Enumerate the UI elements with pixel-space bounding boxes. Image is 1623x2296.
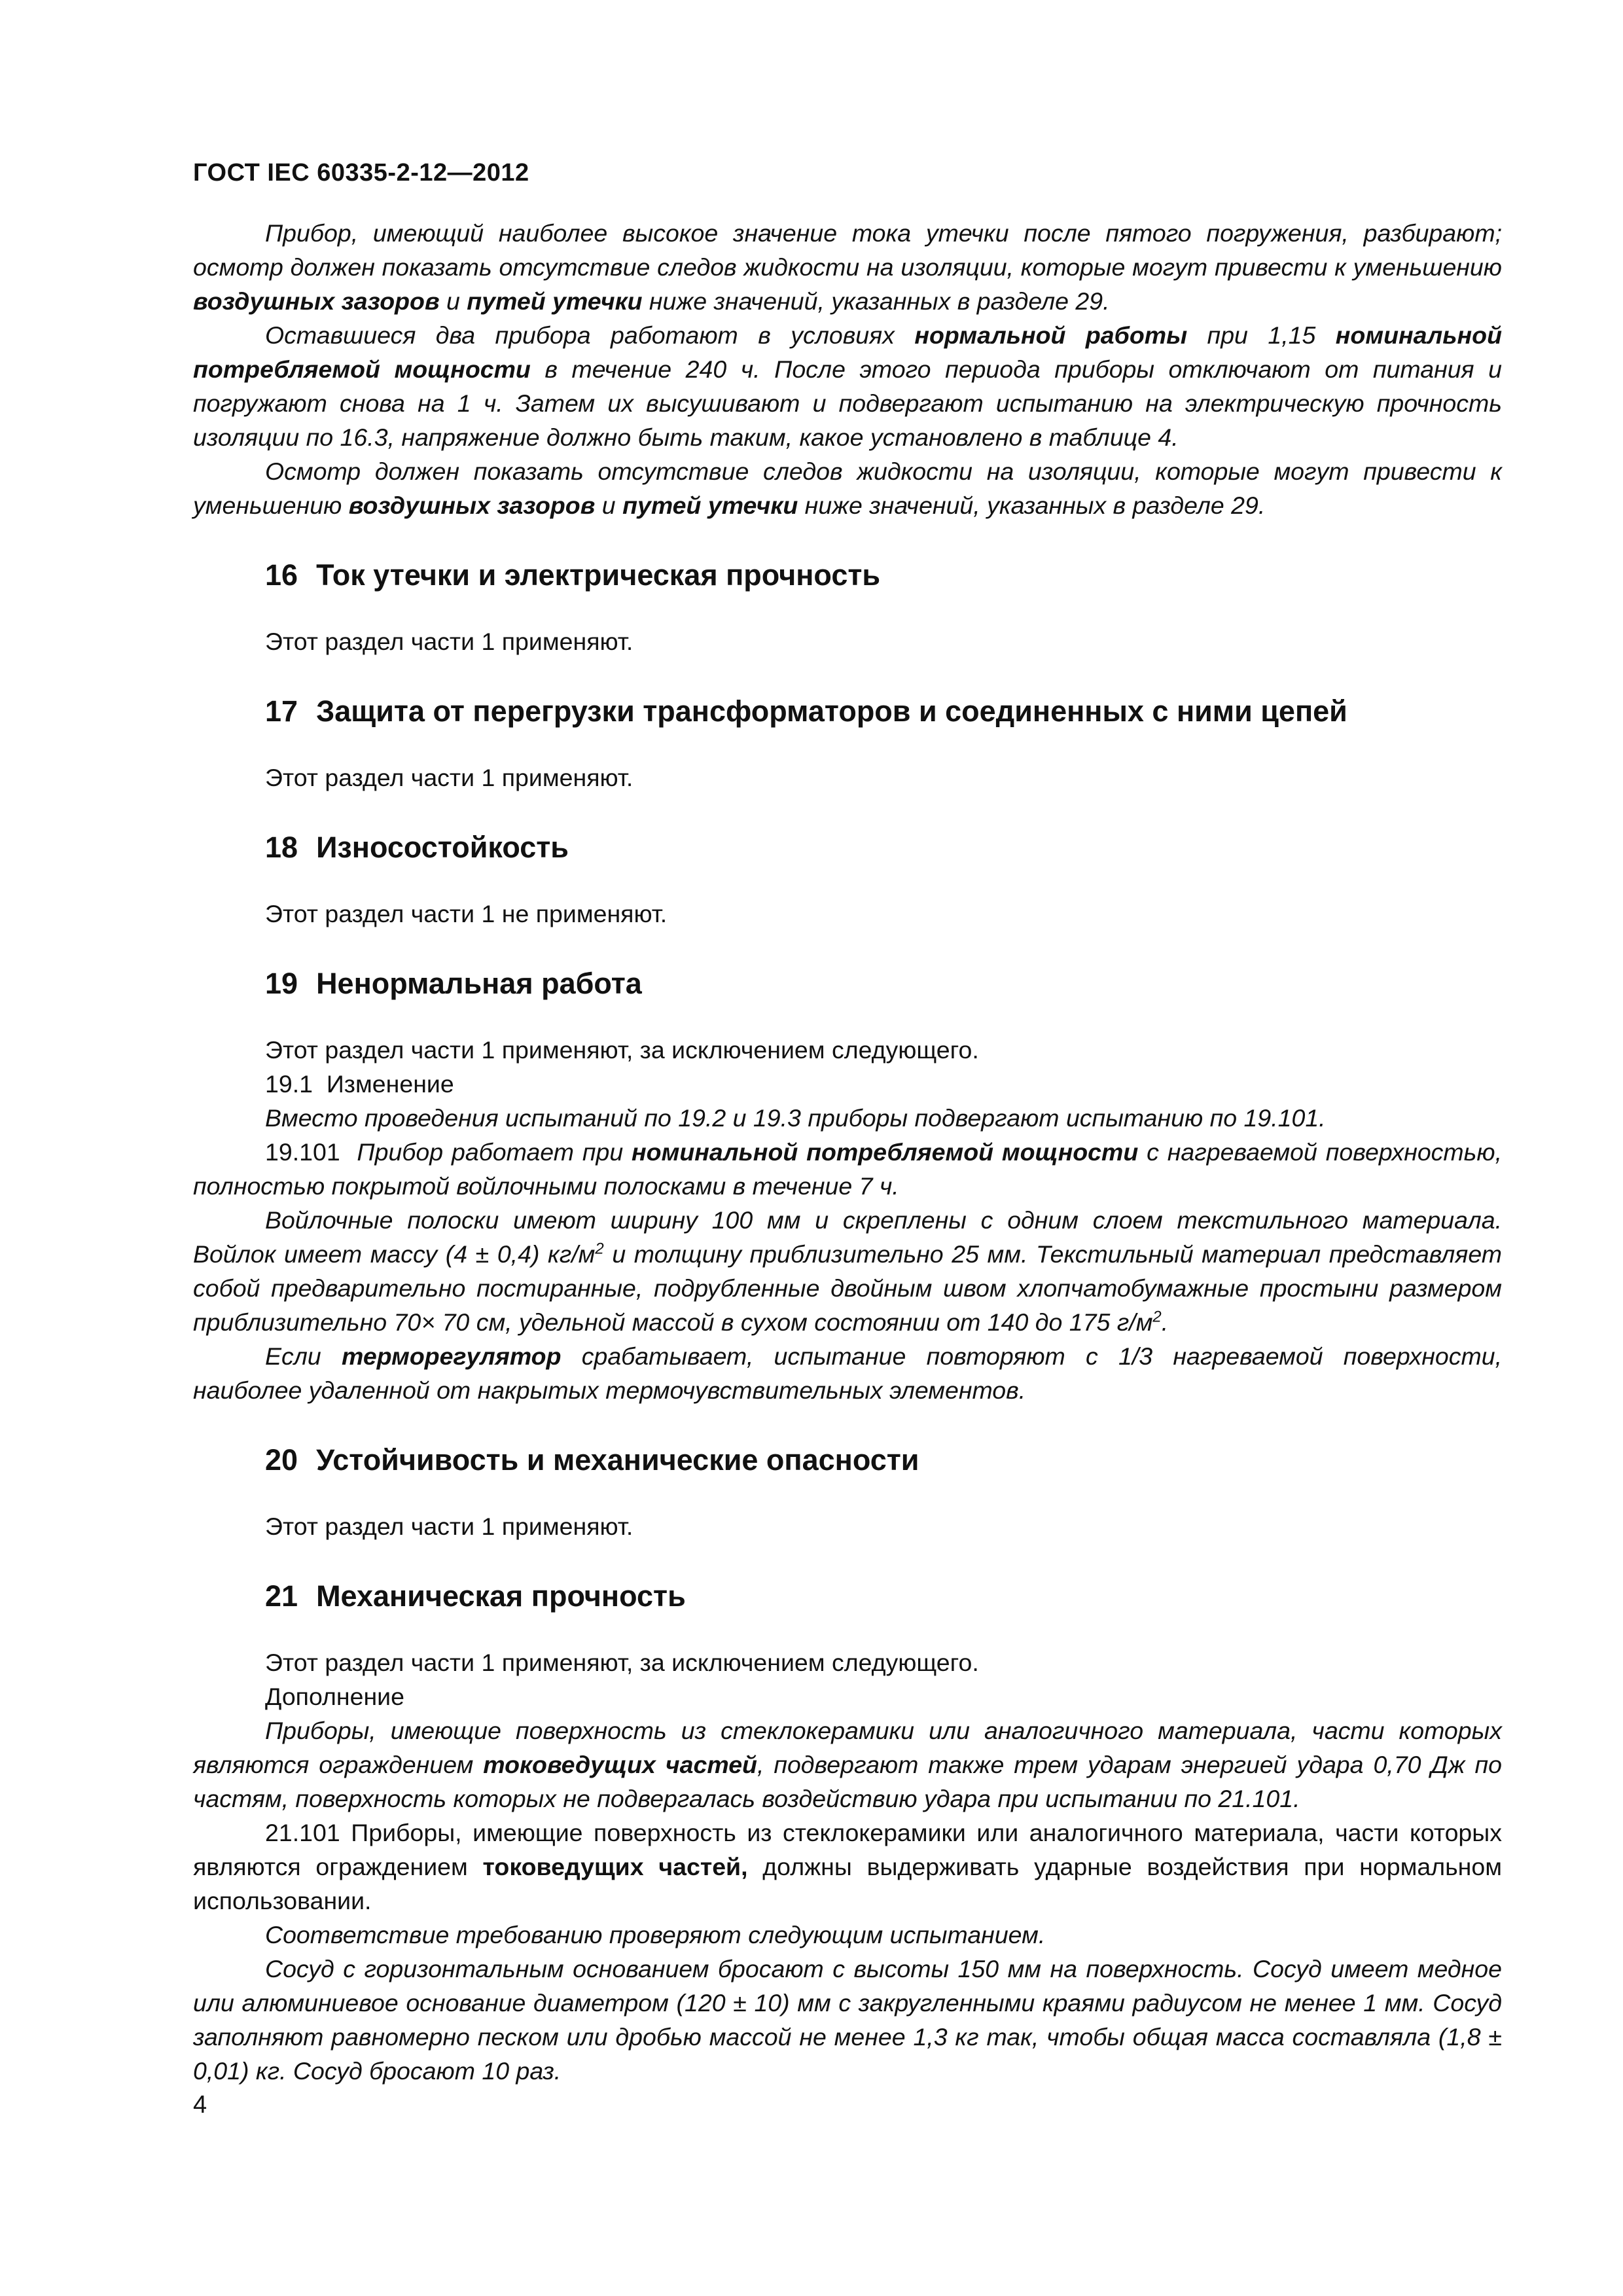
- intro-paragraph-2: [193, 318, 1502, 454]
- clause-19-101: [193, 1135, 1502, 1203]
- text-run: , подвергают также трем ударам энергией удара 0,70 Дж по частям, поверхность которых не подвергалась воздействию удара при испытании по 21.101.: [193, 1751, 1502, 1812]
- section-20-heading: [265, 1441, 1502, 1479]
- subsection-number: 19.1: [265, 1070, 313, 1098]
- replacement-text: Вместо проведения испытаний по 19.2 и 19.3 приборы подвергают испытанию по 19.101.: [265, 1104, 1326, 1132]
- text-run: Если: [265, 1342, 342, 1370]
- section-number: 18: [265, 831, 298, 864]
- section-17-heading: [265, 692, 1502, 730]
- defined-term: нормальной работы: [914, 321, 1188, 349]
- clause-number: 19.101: [265, 1138, 340, 1166]
- text-run: срабатывает, испытание повторяют с 1/3 нагреваемой поверхности, наиболее удаленной от накрытых термочувствительных элементов.: [193, 1342, 1502, 1404]
- text-run: ниже значений, указанных в разделе 29.: [798, 492, 1266, 519]
- section-16-heading: [265, 556, 1502, 594]
- section-number: 19: [265, 967, 298, 1000]
- section-18-text: Этот раздел части 1 не применяют.: [265, 900, 668, 927]
- section-21-heading: [265, 1577, 1502, 1615]
- felt-strips-paragraph: Войлочные полоски имеют ширину 100 мм и скреплены с одним слоем текстильного материала. Войлок имеет массу (4 ± 0,4) $кг/м^2$ и толщину приблизительно 25 мм. Текстильный материал представляет собой предварительно постиранные, подрубленные двойным швом хлопчатобумажные простыни размером приблизительно 70× 70 см, удельной массой в сухом состоянии от 140 до 175 $г/м^2$.: [193, 1206, 1502, 1336]
- text-run: ниже значений, указанных в разделе 29.: [642, 287, 1110, 315]
- compliance-paragraph: Соответствие требованию проверяют следующим испытанием.: [265, 1921, 1046, 1948]
- section-19-text: Этот раздел части 1 применяют, за исключением следующего.: [265, 1036, 979, 1064]
- page-number: 4: [193, 2091, 207, 2119]
- text-run: Прибор работает при: [357, 1138, 632, 1166]
- text-run: при 1,15: [1187, 321, 1336, 349]
- section-17-text: Этот раздел части 1 применяют.: [265, 764, 633, 791]
- text-run: должны выдерживать ударные воздействия при нормальном использовании.: [193, 1853, 1502, 1914]
- section-20-text: Этот раздел части 1 применяют.: [265, 1513, 633, 1540]
- section-16-text: Этот раздел части 1 применяют.: [265, 628, 633, 655]
- document-header: ГОСТ IEC 60335-2-12—2012: [193, 159, 529, 187]
- section-title: Износостойкость: [316, 831, 569, 864]
- defined-term: путей утечки: [622, 492, 798, 519]
- clause-21-101: [193, 1816, 1502, 1918]
- clause-text: [193, 1138, 1502, 1200]
- text-run: Оставшиеся два прибора работают в условиях: [265, 321, 915, 349]
- text-run: Осмотр должен показать отсутствие следов жидкости на изоляции, которые могут привести к уменьшению: [193, 457, 1502, 519]
- addition-label: Дополнение: [265, 1683, 404, 1710]
- defined-term: воздушных зазоров: [193, 287, 440, 315]
- text-run: Прибор, имеющий наиболее высокое значение тока утечки после пятого погружения, разбирают; осмотр должен показать отсутствие следов жидкости на изоляции, которые могут привести к уменьшению: [193, 219, 1502, 281]
- text-run: 21.101 Приборы, имеющие поверхность из стеклокерамики или аналогичного материала, части которых являются ограждением: [193, 1819, 1502, 1880]
- subsection-title: Изменение: [326, 1070, 454, 1098]
- subsection-19-1: [193, 1067, 1502, 1101]
- defined-term: токоведущих частей,: [482, 1853, 748, 1880]
- text-run: в течение 240 ч. После этого периода приборы отключают от питания и погружают снова на 1 ч. Затем их высушивают и подвергают испытанию на электрическую прочность изоляции по 16.3, напряжение должно быть таким, какое установлено в таблице 4.: [193, 355, 1502, 451]
- text-run: Приборы, имеющие поверхность из стеклокерамики или аналогичного материала, части которых являются ограждением: [193, 1717, 1502, 1778]
- section-number: 16: [265, 558, 298, 592]
- section-number: 17: [265, 694, 298, 728]
- text-run: и: [595, 492, 623, 519]
- section-19-heading: [265, 965, 1502, 1003]
- defined-term: номинальной потребляемой мощности: [632, 1138, 1139, 1166]
- intro-paragraph-3: [193, 454, 1502, 522]
- section-title: Ток утечки и электрическая прочность: [316, 558, 881, 592]
- text-run: и: [439, 287, 467, 315]
- section-number: 21: [265, 1579, 298, 1613]
- defined-term: путей утечки: [467, 287, 643, 315]
- section-21-text: Этот раздел части 1 применяют, за исключением следующего.: [265, 1649, 979, 1676]
- defined-term: терморегулятор: [342, 1342, 562, 1370]
- vessel-test-paragraph: Сосуд с горизонтальным основанием бросают с высоты 150 мм на поверхность. Сосуд имеет медное или алюминиевое основание диаметром (120 ± 10) мм с закругленными краями радиусом не менее 1 мм. Сосуд заполняют равномерно песком или дробью массой не менее 1,3 кг так, чтобы общая масса составляла (1,8 ± 0,01) кг. Сосуд бросают 10 раз.: [193, 1955, 1502, 2085]
- section-18-heading: [265, 829, 1502, 867]
- intro-paragraph-1: [193, 216, 1502, 318]
- section-title: Устойчивость и механические опасности: [316, 1443, 919, 1477]
- defined-term: воздушных зазоров: [348, 492, 596, 519]
- section-title: Механическая прочность: [316, 1579, 686, 1613]
- thermostat-paragraph: [193, 1339, 1502, 1407]
- defined-term: номинальной потребляемой мощности: [193, 321, 1502, 383]
- document-page: [193, 157, 1502, 2088]
- section-number: 20: [265, 1443, 298, 1477]
- section-title: Ненормальная работа: [316, 967, 642, 1000]
- section-title: Защита от перегрузки трансформаторов и соединенных с ними цепей: [316, 694, 1347, 728]
- text-run: с нагреваемой поверхностью, полностью покрытой войлочными полосками в течение 7 ч.: [193, 1138, 1503, 1200]
- defined-term: токоведущих частей: [483, 1751, 757, 1778]
- glass-ceramic-paragraph: [193, 1713, 1502, 1816]
